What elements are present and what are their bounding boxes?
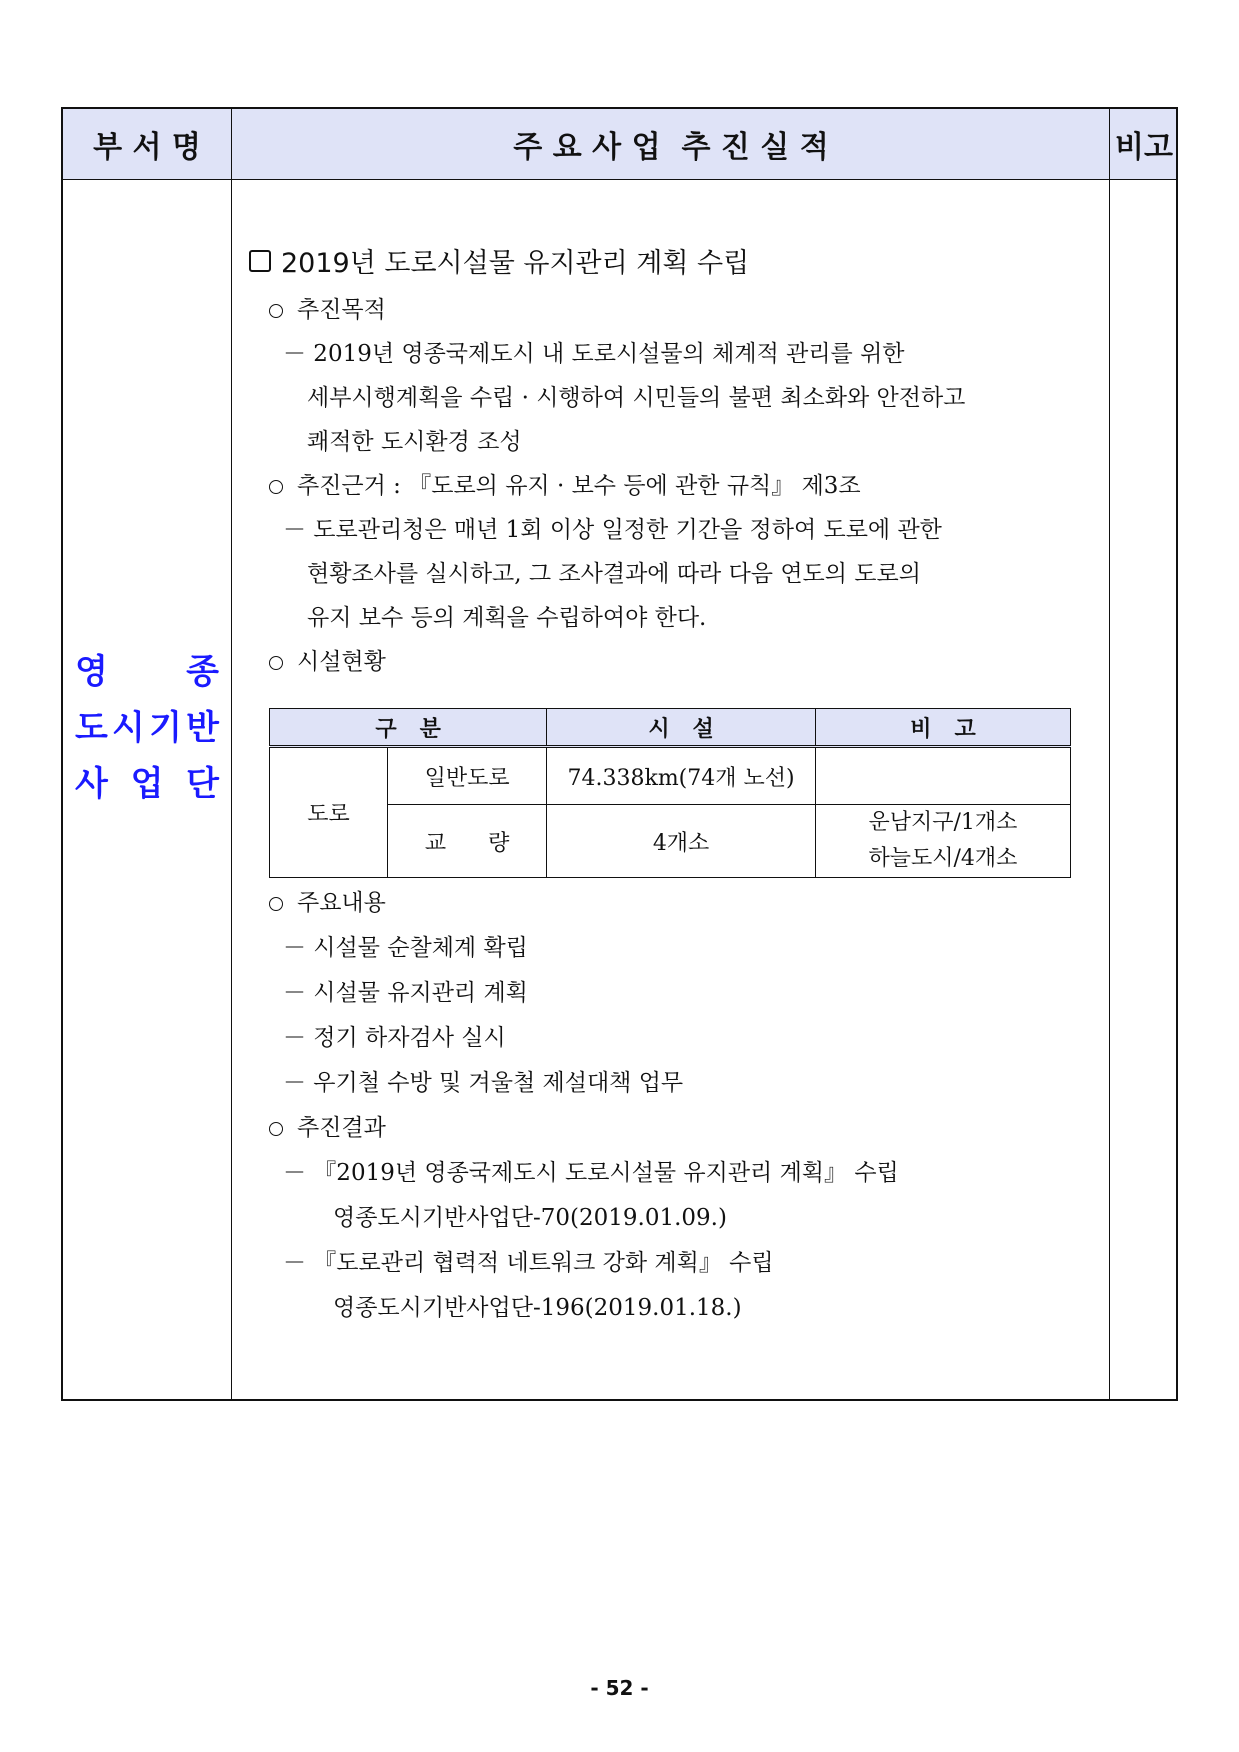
main-content-item: － 시설물 유지관리 계획 — [283, 980, 528, 1006]
purpose-line: － 2019년 영종국제도시 내 도로시설물의 체계적 관리를 위한 — [283, 341, 905, 367]
facilities-table — [269, 708, 1071, 878]
results-item-ref: 영종도시기반사업단-196(2019.01.18.) — [333, 1295, 742, 1321]
report-table — [61, 107, 1178, 1401]
circle-bullet-icon — [269, 1122, 283, 1136]
table-header: 구 분 — [270, 709, 547, 747]
section-title: 2019년 도로시설물 유지관리 계획 수립 — [249, 241, 749, 280]
table-cell — [815, 805, 1070, 878]
results-heading: 추진결과 — [269, 1109, 386, 1142]
column-divider — [1109, 109, 1110, 1399]
main-content-heading: 주요내용 — [269, 884, 386, 917]
purpose-line: 세부시행계획을 수립 · 시행하여 시민들의 불편 최소화와 안전하고 — [307, 385, 966, 411]
main-content-item: － 우기철 수방 및 겨울철 제설대책 업무 — [283, 1070, 684, 1096]
header-main: 주 요 사 업 추 진 실 적 — [513, 130, 829, 165]
circle-bullet-icon — [269, 480, 283, 494]
table-cell: 74.338km(74개 노선) — [547, 747, 816, 805]
results-item: － 『도로관리 협력적 네트워크 강화 계획』 수립 — [283, 1250, 774, 1276]
note-line: 하늘도시/4개소 — [868, 846, 1018, 871]
header-note: 비고 — [1115, 130, 1173, 165]
facilities-heading: 시설현황 — [269, 643, 386, 676]
square-bullet-icon — [249, 250, 271, 272]
header-divider — [63, 179, 1176, 180]
purpose-line: 쾌적한 도시환경 조성 — [307, 429, 522, 455]
purpose-heading: 추진목적 — [269, 291, 386, 324]
circle-bullet-icon — [269, 304, 283, 318]
header-dept: 부 서 명 — [93, 130, 201, 165]
basis-line: － 도로관리청은 매년 1회 이상 일정한 기간을 정하여 도로에 관한 — [283, 517, 942, 543]
main-content-item: － 정기 하자검사 실시 — [283, 1025, 506, 1051]
column-divider — [231, 109, 232, 1399]
results-item: － 『2019년 영종국제도시 도로시설물 유지관리 계획』 수립 — [283, 1160, 899, 1186]
department-name: 영 종 도 시 기 반 사 업 단 — [75, 652, 219, 804]
note-line: 운남지구/1개소 — [868, 810, 1018, 835]
table-cell: 도로 — [270, 747, 388, 878]
table-cell: 4개소 — [547, 805, 816, 878]
basis-line: 유지 보수 등의 계획을 수립하여야 한다. — [307, 605, 707, 631]
table-cell — [815, 747, 1070, 805]
page-number: - 52 - — [590, 1676, 649, 1700]
table-cell: 교 량 — [387, 805, 546, 878]
circle-bullet-icon — [269, 897, 283, 911]
table-header: 비 고 — [815, 709, 1070, 747]
basis-line: 현황조사를 실시하고, 그 조사결과에 따라 다음 연도의 도로의 — [307, 561, 921, 587]
table-cell: 일반도로 — [387, 747, 546, 805]
results-item-ref: 영종도시기반사업단-70(2019.01.09.) — [333, 1205, 727, 1231]
main-content-item: － 시설물 순찰체계 확립 — [283, 935, 528, 961]
table-header: 시 설 — [547, 709, 816, 747]
basis-heading: 추진근거 : 『도로의 유지 · 보수 등에 관한 규칙』 제3조 — [269, 467, 861, 500]
circle-bullet-icon — [269, 656, 283, 670]
